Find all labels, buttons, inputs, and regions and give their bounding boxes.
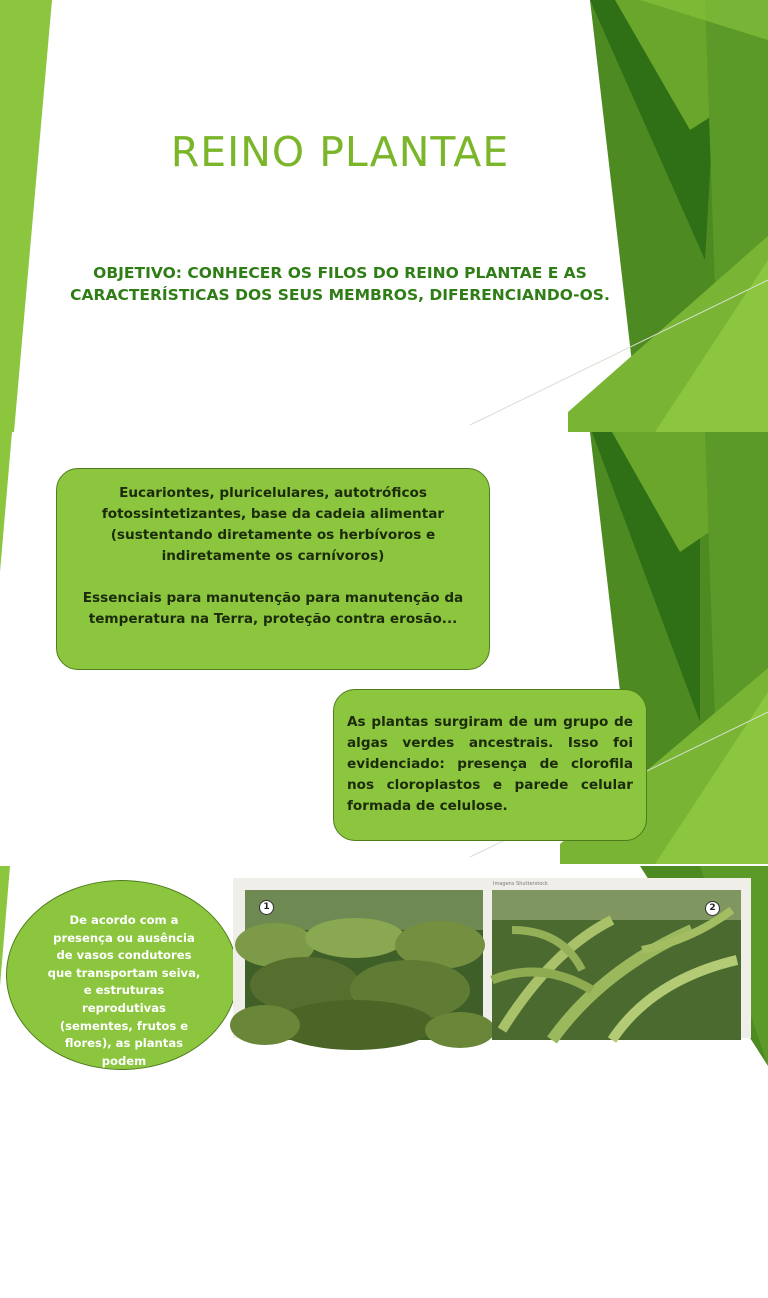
slide-title [0,0,768,432]
characteristics-paragraph-1: Eucariontes, pluricelulares, autotróficos fotossintetizantes, base da cadeia alimentar (sustentando diretamente os herbívoros e indiretamente os carnívoros) [101,485,445,564]
objective-line-2: CARACTERÍSTICAS DOS SEUS MEMBROS, DIFERENCIANDO-OS. [70,286,610,304]
characteristics-box [56,468,490,670]
objective-line-1: OBJETIVO: CONHECER OS FILOS DO REINO PLANTAE E AS [93,264,587,282]
slide-classification [0,866,768,1068]
photo-credit: Imagens Shutterstock [493,881,548,887]
green-decoration [0,0,768,432]
photo-number-badge: 2 [705,901,720,916]
plant-photos [233,878,751,1038]
photo-number-badge: 1 [259,900,274,915]
slide-title-text: REINO PLANTAE [170,128,510,176]
origin-box [333,689,647,841]
objective-text [40,262,640,306]
fern-photo [492,890,741,1040]
characteristics-paragraph-2: Essenciais para manutenção para manutenção da temperatura na Terra, proteção contra erosão... [82,590,464,627]
moss-photo [245,890,483,1040]
origin-paragraph: As plantas surgiram de um grupo de algas verdes ancestrais. Isso foi evidenciado: presença de clorofila nos cloroplastos e parede celular formada de celulose. [347,714,633,814]
classification-text: De acordo com a presença ou ausência de vasos condutores que transportam seiva, e estruturas reprodutivas (sementes, frutos e flores), as plantas podem [47,913,201,1068]
fern-image [492,890,741,1040]
slide-characteristics [0,432,768,864]
moss-image [245,890,483,1040]
